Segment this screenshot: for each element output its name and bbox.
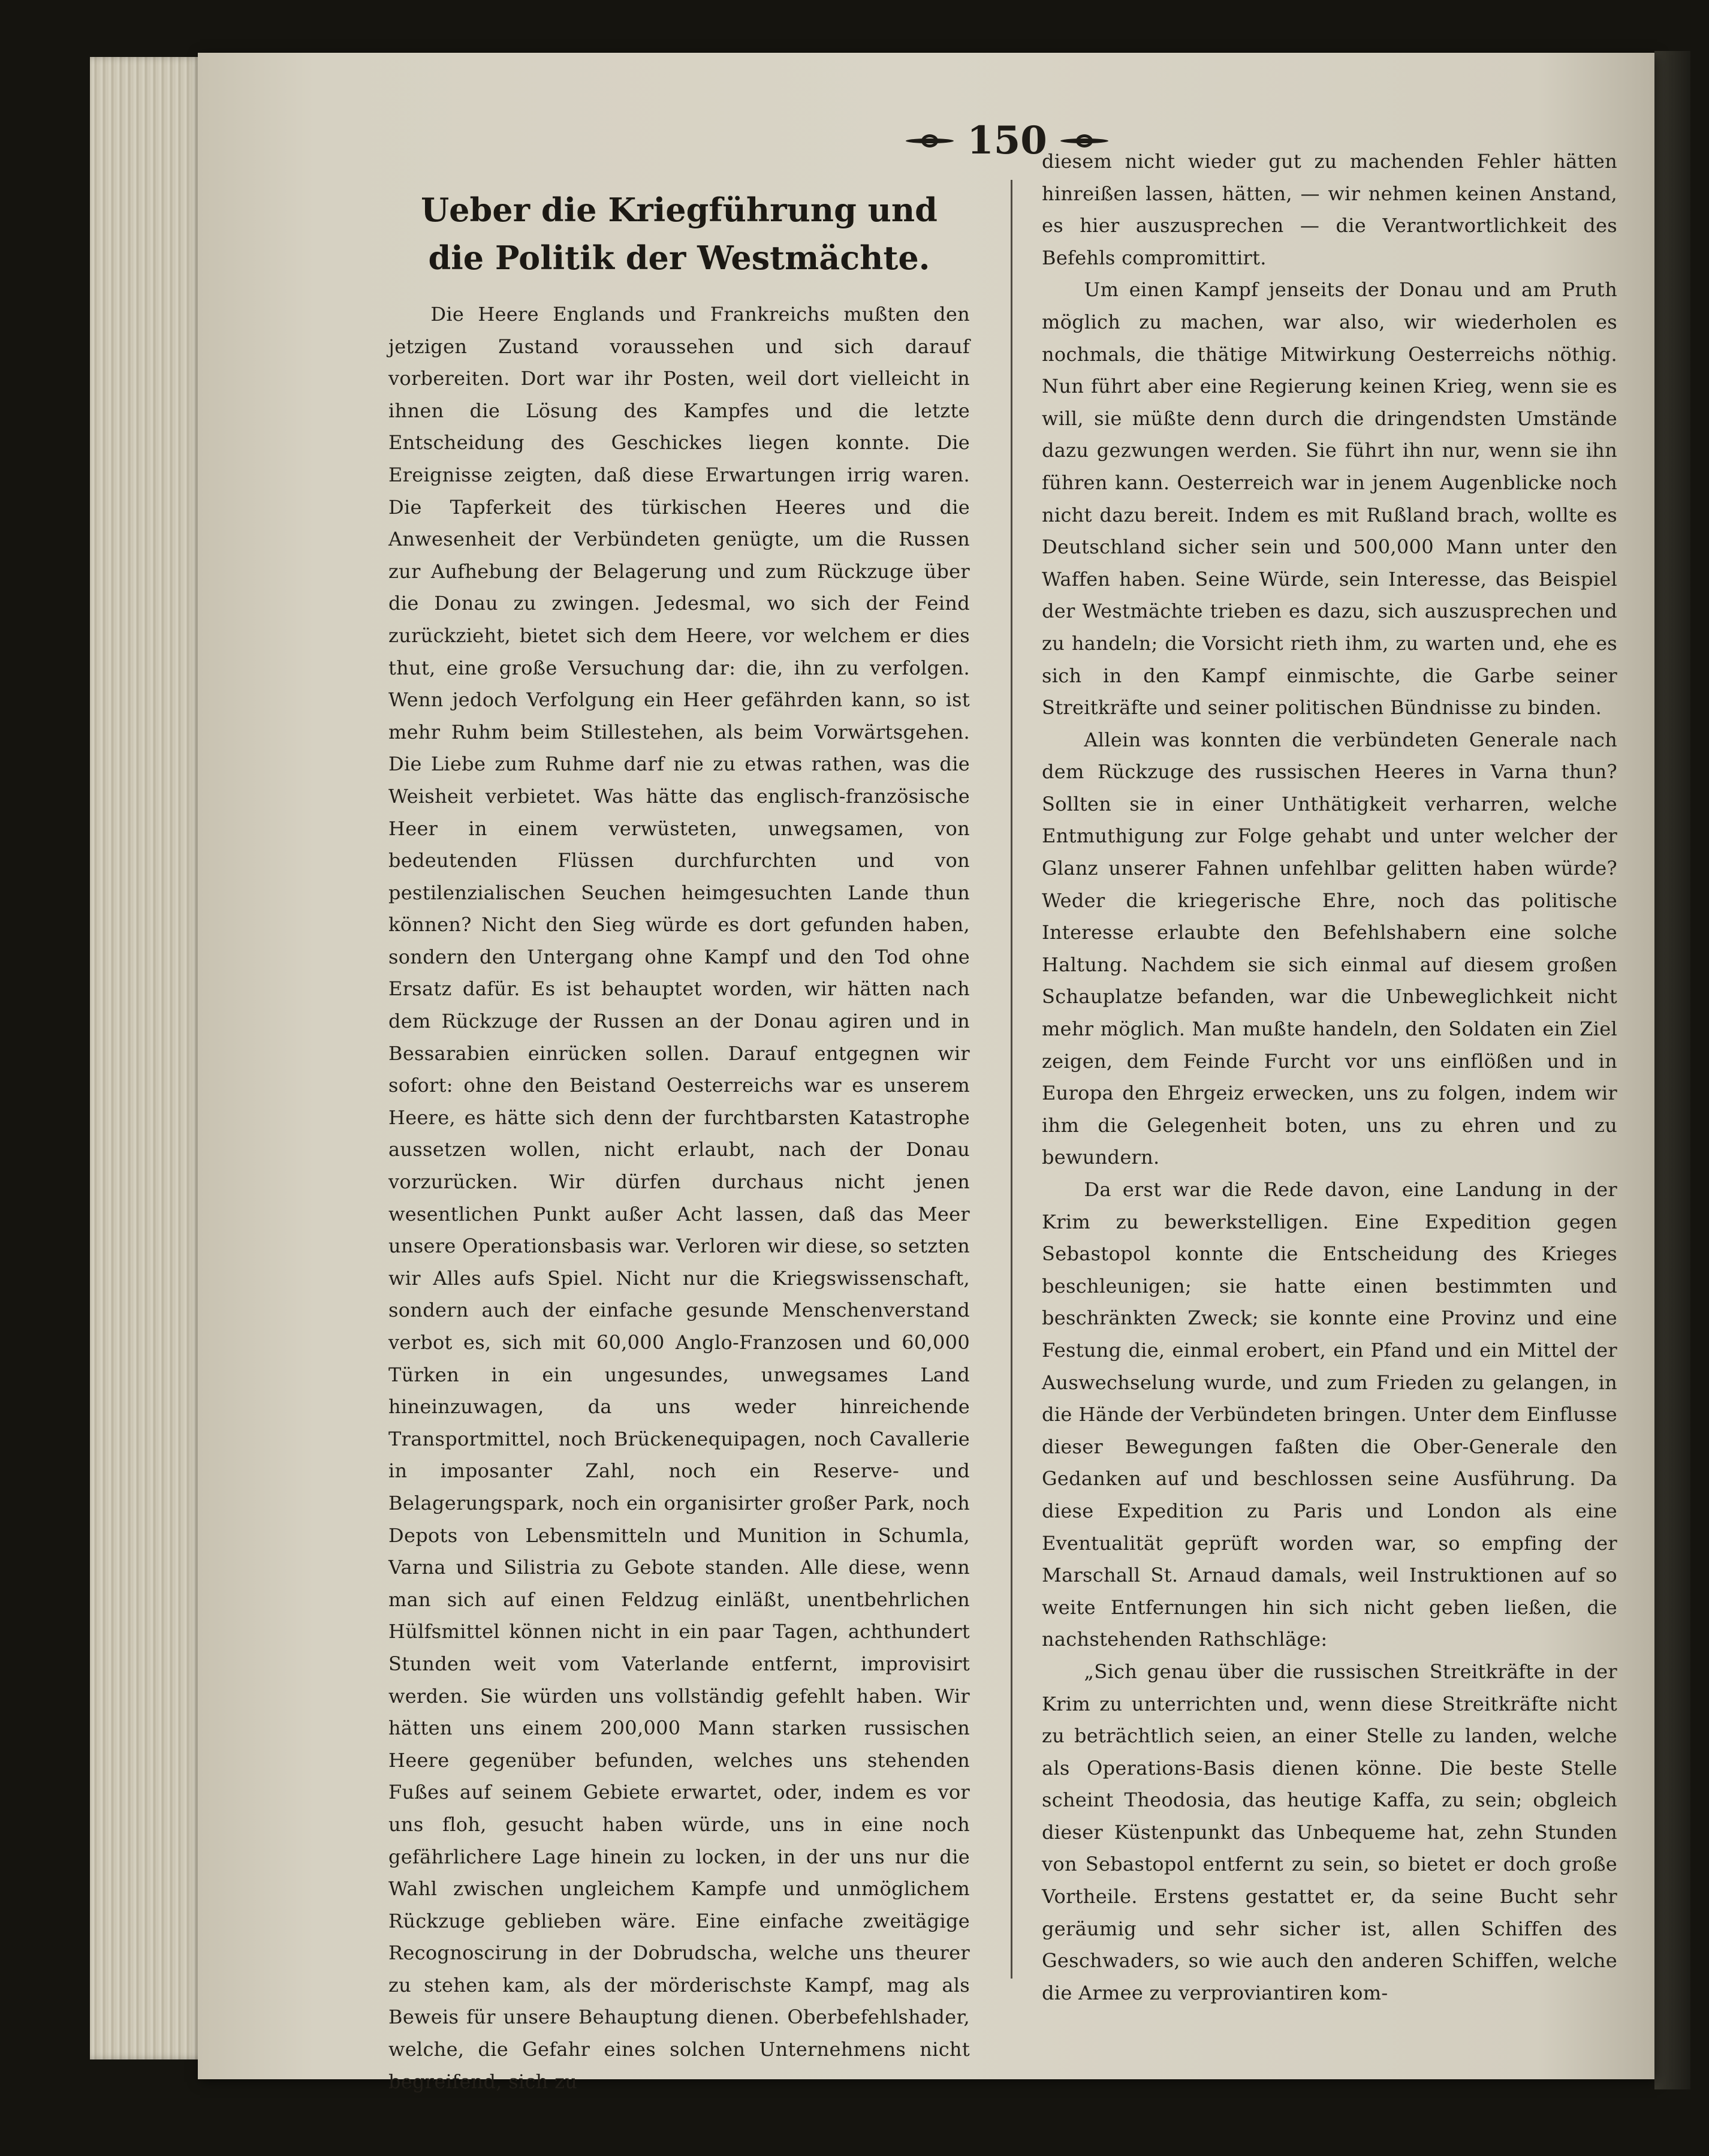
paragraph: Allein was konnten die verbündeten Generale nach dem Rückzuge des russischen Heeres in Varna thun? Sollten sie in einer Unthätigkeit verharren, welche Entmuthigung zur Folge gehabt und unter welcher der Glanz unserer Fahnen unfehlbar gelitten haben würde? Weder die kriegerische Ehre, noch das politische Interesse erlaubte den Befehlshabern eine solche Haltung. Nachdem sie sich einmal auf diesem großen Schauplatze befanden, war die Unbeweglichkeit nicht mehr möglich. Man mußte handeln, den Soldaten ein Ziel zeigen, dem Feinde Furcht vor uns einflößen und in Europa den Ehrgeiz erwecken, uns zu folgen, indem wir ihm die Gelegenheit boten, uns zu ehren und zu bewundern. bbox=[1042, 728, 1617, 1169]
paragraph: Um einen Kampf jenseits der Donau und am Pruth möglich zu machen, war also, wir wiederholen es nochmals, die thätige Mitwirkung Oesterreichs nöthig. Nun führt aber eine Regierung keinen Krieg, wenn sie es will, sie müßte denn durch die dringendsten Umstände dazu gezwungen werden. Sie führt ihn nur, wenn sie ihn führen kann. Oesterreich war in jenem Augenblicke noch nicht dazu bereit. Indem es mit Rußland brach, wollte es Deutschland sicher sein und 500,000 Mann unter den Waffen haben. Seine Würde, sein Interesse, das Beispiel der Westmächte trieben es dazu, sich auszusprechen und zu handeln; die Vorsicht rieth ihm, zu warten und, ehe es sich in den Kampf einmischte, die Garbe seiner Streitkräfte und seiner politischen Bündnisse zu binden. bbox=[1042, 278, 1617, 719]
paragraph: Da erst war die Rede davon, eine Landung in der Krim zu bewerkstelligen. Eine Expedition gegen Sebastopol konnte die Entscheidung des Krieges beschleunigen; sie hatte einen bestimmten und beschränkten Zweck; sie konnte eine Provinz und eine Festung die, einmal erobert, ein Pfand und ein Mittel der Auswechselung wurde, und zum Frieden zu gelangen, in die Hände der Verbündeten bringen. Unter dem Einflusse dieser Bewegungen faßten die Ober-Generale den Gedanken auf und beschlossen seine Ausführung. Da diese Expedition zu Paris und London als eine Eventualität geprüft worden war, so empfing der Marschall St. Arnaud damals, weil Instruktionen auf so weite Entfernungen hin sich nicht geben ließen, die nachstehenden Rathschläge: bbox=[1042, 1178, 1617, 1651]
paragraph: Die Heere Englands und Frankreichs mußten den jetzigen Zustand voraussehen und sich darauf vorbereiten. Dort war ihr Posten, weil dort vielleicht in ihnen die Lösung des Kampfes und die letzte Entscheidung des Geschickes liegen konnte. Die Ereignisse zeigten, daß diese Erwartungen irrig waren. Die Tapferkeit des türkischen Heeres und die Anwesenheit der Verbündeten genügte, um die Russen zur Aufhebung der Belagerung und zum Rückzuge über die Donau zu zwingen. Jedesmal, wo sich der Feind zurückzieht, bietet sich dem Heere, vor welchem er dies thut, eine große Versuchung dar: die, ihn zu verfolgen. Wenn jedoch Verfolgung ein Heer gefährden kann, so ist mehr Ruhm beim Stillestehen, als beim Vorwärtsgehen. Die Liebe zum Ruhme darf nie zu etwas rathen, was die Weisheit verbietet. Was hätte das englisch-französische Heer in einem verwüsteten, unwegsamen, von bedeutenden Flüssen durchfurchten und von pestilenzialischen Seuchen heimgesuchten Lande thun können? Nicht den Sieg würde es dort gefunden haben, sondern den Untergang ohne Kampf und den Tod ohne Ersatz dafür. Es ist behauptet worden, wir hätten nach dem Rückzuge der Russen an der Donau agiren und in Bessarabien einrücken sollen. Darauf entgegnen wir sofort: ohne den Beistand Oesterreichs war es unserem Heere, es hätte sich denn der furchtbarsten Katastrophe aussetzen wollen, nicht erlaubt, nach der Donau vorzurücken. Wir dürfen durchaus nicht jenen wesentlichen Punkt außer Acht lassen, daß das Meer unsere Operationsbasis war. Verloren wir diese, so setzten wir Alles aufs Spiel. Nicht nur die Kriegswissenschaft, sondern auch der einfache gesunde Menschenverstand verbot es, sich mit 60,000 Anglo-Franzosen und 60,000 Türken in ein ungesundes, unwegsames Land hineinzuwagen, da uns weder hinreichende Transportmittel, noch Brückenequipagen, noch Cavallerie in imposanter Zahl, noch ein Reserve- und Belagerungspark, noch ein organisirter großer Park, noch Depots von Lebensmitteln und Munition in Schumla, Varna und Silistria zu Gebote standen. Alle diese, wenn man sich auf einen Feldzug einläßt, unentbehrlichen Hülfsmittel können nicht in ein paar Tagen, achthundert Stunden weit vom Vaterlande entfernt, improvisirt werden. Sie würden uns vollständig gefehlt haben. Wir hätten uns einem 200,000 Mann starken russischen Heere gegenüber befunden, welches uns stehenden Fußes auf seinem Gebiete erwartet, oder, indem es vor uns floh, gesucht haben würde, uns in eine noch gefährlichere Lage hinein zu locken, in der uns nur die Wahl zwischen ungleichem Kampfe und unmöglichem Rückzuge geblieben wäre. Eine einfache zweitägige Recognoscirung in der Dobrudscha, welche uns theurer zu stehen kam, als der mörderischste Kampf, mag als Beweis für unsere Behauptung dienen. Oberbefehlshader, welche, die Gefahr eines solchen Unternehmens nicht begreifend, sich zu bbox=[388, 303, 970, 2093]
book-binding-shadow bbox=[1654, 51, 1690, 2089]
column-divider bbox=[1011, 180, 1012, 1979]
paragraph: „Sich genau über die russischen Streitkräfte in der Krim zu unterrichten und, wenn diese Streitkräfte nicht zu beträchtlich seien, an einer Stelle zu landen, welche als Operations-Basis dienen könne. Die beste Stelle scheint Theodosia, das heutige Kaffa, zu sein; obgleich dieser Küstenpunkt das Unbequeme hat, zehn Stunden von Sebastopol entfernt zu sein, so bietet er doch große Vortheile. Erstens gestattet er, da seine Bucht sehr geräumig und sehr sicher ist, allen Schiffen des Geschwaders, so wie auch den anderen Schiffen, welche die Armee zu verproviantiren kom- bbox=[1042, 1660, 1617, 2004]
page-number: 150 bbox=[967, 118, 1047, 163]
article-title: Ueber die Kriegführung und die Politik der Westmächte. bbox=[421, 191, 938, 277]
ornament-left-icon bbox=[906, 133, 954, 149]
paragraph: diesem nicht wieder gut zu machenden Fehler hätten hinreißen lassen, hätten, — wir nehmen keinen Anstand, es hier auszusprechen — die Verantwortlichkeit des Befehls compromittirt. bbox=[1042, 150, 1617, 269]
left-column bbox=[388, 180, 970, 2098]
right-column bbox=[1042, 146, 1617, 2009]
